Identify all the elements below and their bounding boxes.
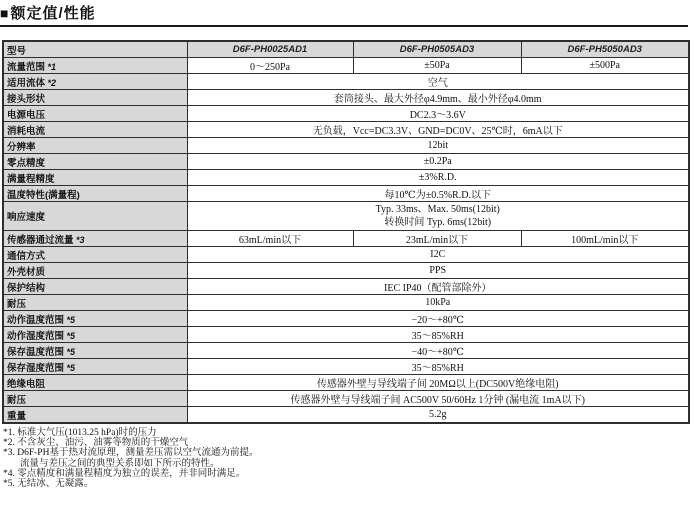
section-title-text: 额定值/性能 (10, 5, 96, 22)
spec-row-label: 耐压 (3, 295, 187, 311)
spec-value-cell: 63mL/min以下 (187, 231, 353, 247)
spec-row-label: 适用流体 *2 (3, 74, 187, 90)
spec-row-label: 重量 (3, 407, 187, 424)
spec-value-cell: DC2.3～3.6V (187, 106, 689, 122)
spec-row-label: 保存湿度范围 *5 (3, 359, 187, 375)
spec-value-cell: IEC IP40（配管部除外） (187, 279, 689, 295)
model-row-label: 型号 (3, 41, 187, 58)
spec-value-cell: 套筒接头、最大外径φ4.9mm、最小外径φ4.0mm (187, 90, 689, 106)
spec-value-cell: −40～+80℃ (187, 343, 689, 359)
spec-value-cell: 12bit (187, 138, 689, 154)
spec-row-label: 保护结构 (3, 279, 187, 295)
spec-row (3, 311, 689, 327)
datasheet-page (0, 5, 695, 510)
spec-row-label: 保存温度范围 *5 (3, 343, 187, 359)
spec-row (3, 343, 689, 359)
footnote-line: *1. 标准大气压(1013.25 hPa)时的压力 (3, 428, 157, 438)
spec-row (3, 154, 689, 170)
spec-row (3, 295, 689, 311)
spec-row (3, 74, 689, 90)
spec-row-label: 接头形状 (3, 90, 187, 106)
spec-row (3, 391, 689, 407)
spec-row (3, 263, 689, 279)
spec-row-label: 满量程精度 (3, 170, 187, 186)
spec-row (3, 407, 689, 424)
spec-row-label: 传感器通过流量 *3 (3, 231, 187, 247)
footnote-line: *2. 不含灰尘、油污、油雾等物质的干燥空气 (3, 438, 189, 449)
spec-value-cell: ±3%R.D. (187, 170, 689, 186)
spec-row (3, 138, 689, 154)
spec-value-cell: 10kPa (187, 295, 689, 311)
spec-row (3, 90, 689, 106)
spec-row-label: 耐压 (3, 391, 187, 407)
spec-row (3, 375, 689, 391)
spec-value-cell: −20～+80℃ (187, 311, 689, 327)
spec-row-label: 分辨率 (3, 138, 187, 154)
spec-row (3, 327, 689, 343)
section-title (0, 5, 688, 27)
spec-value-cell: ±500Pa (521, 58, 689, 74)
spec-value-cell: 0～250Pa (187, 58, 353, 74)
model-name: D6F-PH0505AD3 (353, 41, 521, 58)
spec-value-cell: 每10℃为±0.5%R.D.以下 (187, 186, 689, 202)
section-bullet-icon: ■ (0, 5, 10, 21)
spec-row-label: 电源电压 (3, 106, 187, 122)
spec-row (3, 202, 689, 231)
spec-row-label: 动作湿度范围 *5 (3, 327, 187, 343)
spec-value-cell: 传感器外壁与导线端子间 20MΩ以上(DC500V绝缘电阻) (187, 375, 689, 391)
spec-value-cell: Typ. 33ms、Max. 50ms(12bit) 转换时间 Typ. 6ms(12bit) (187, 202, 689, 231)
spec-row (3, 247, 689, 263)
spec-row-label: 温度特性(满量程) (3, 186, 187, 202)
model-name: D6F-PH5050AD3 (521, 41, 689, 58)
spec-row (3, 122, 689, 138)
footnote-line: *4. 零点精度和满量程精度为独立的误差，并非同时满足。 (3, 468, 246, 479)
model-header-row (3, 41, 689, 58)
spec-row-label: 响应速度 (3, 202, 187, 231)
spec-value-cell: 传感器外壁与导线端子间 AC500V 50/60Hz 1分钟 (漏电流 1mA以下) (187, 391, 689, 407)
spec-table (2, 40, 690, 424)
spec-row (3, 58, 689, 74)
spec-row-label: 消耗电流 (3, 122, 187, 138)
spec-row (3, 279, 689, 295)
spec-row-label: 通信方式 (3, 247, 187, 263)
spec-row-label: 流量范围 *1 (3, 58, 187, 74)
spec-value-cell: 35～85%RH (187, 359, 689, 375)
spec-row (3, 231, 689, 247)
spec-value-cell: 无负载，Vcc=DC3.3V、GND=DC0V、25℃时，6mA以下 (187, 122, 689, 138)
spec-row-label: 外壳材质 (3, 263, 187, 279)
spec-row (3, 170, 689, 186)
footnote-line: 流量与差压之间的典型关系即如下所示的特性。 (20, 458, 220, 469)
footnote-line: *5. 无结冰、无凝露。 (3, 479, 94, 490)
spec-row (3, 359, 689, 375)
spec-value-cell: ±0.2Pa (187, 154, 689, 170)
spec-row (3, 186, 689, 202)
spec-row (3, 106, 689, 122)
spec-value-cell: PPS (187, 263, 689, 279)
model-name: D6F-PH0025AD1 (187, 41, 353, 58)
spec-value-cell: 35～85%RH (187, 327, 689, 343)
spec-row-label: 动作温度范围 *5 (3, 311, 187, 327)
footnotes (3, 428, 695, 489)
footnote-line: *3. D6F-PH基于热对流原理，测量差压需以空气流通为前提。 (3, 448, 259, 459)
spec-value-cell: 100mL/min以下 (521, 231, 689, 247)
spec-value-cell: 5.2g (187, 407, 689, 424)
spec-value-cell: 空气 (187, 74, 689, 90)
spec-value-cell: 23mL/min以下 (353, 231, 521, 247)
spec-row-label: 绝缘电阻 (3, 375, 187, 391)
spec-value-cell: ±50Pa (353, 58, 521, 74)
spec-row-label: 零点精度 (3, 154, 187, 170)
spec-table-body (3, 41, 689, 423)
spec-value-cell: I2C (187, 247, 689, 263)
